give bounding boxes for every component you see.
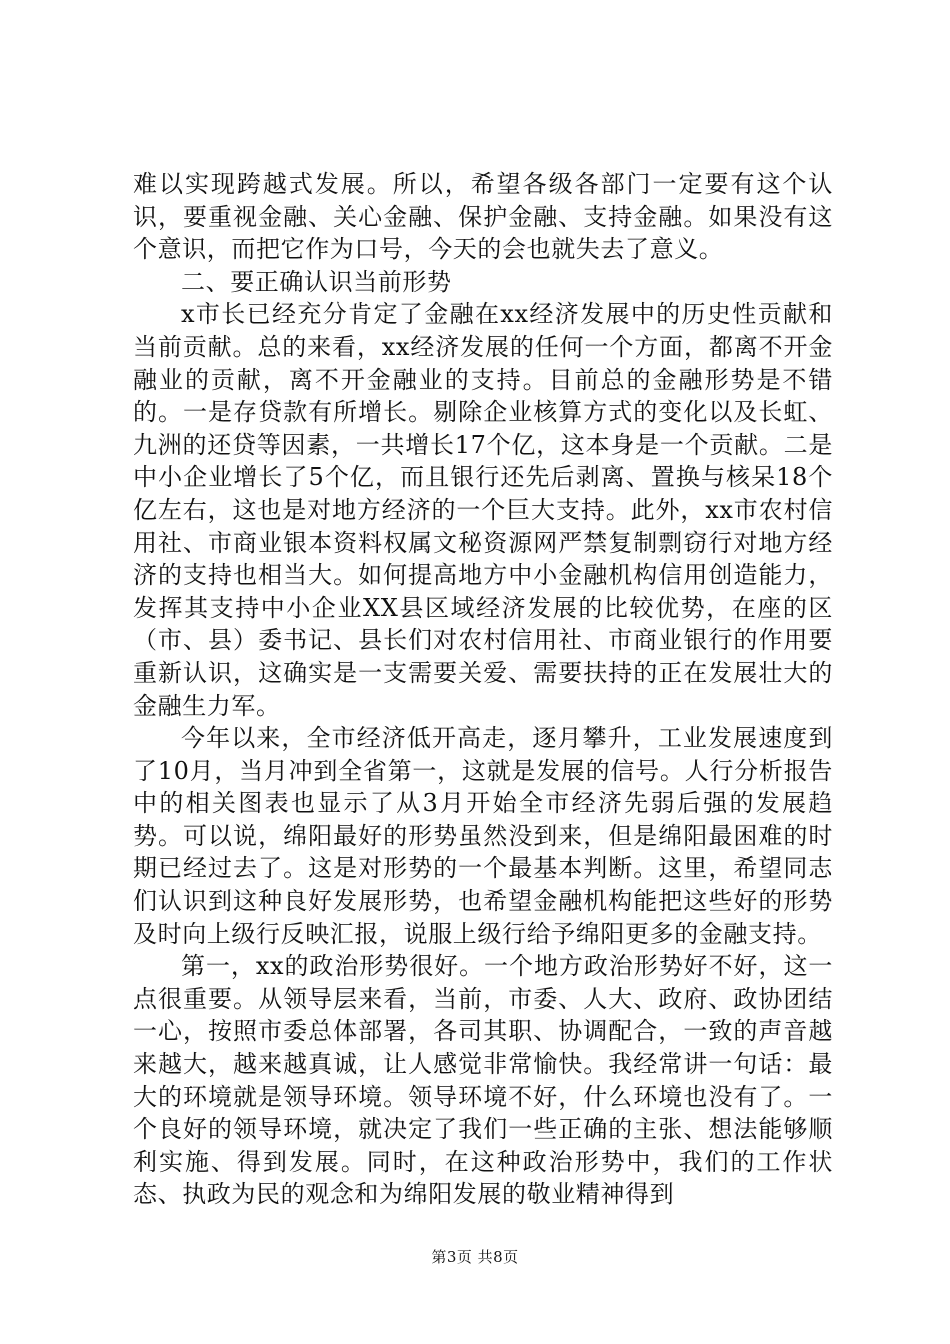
paragraph-continuation: 难以实现跨越式发展。所以，希望各级各部门一定要有这个认识，要重视金融、关心金融、保护金融、支持金融。如果没有这个意识，而把它作为口号，今天的会也就失去了意义。 xyxy=(133,170,833,264)
paragraph: x市长已经充分肯定了金融在xx经济发展中的历史性贡献和当前贡献。总的来看，xx经济发展的任何一个方面，都离不开金融业的贡献，离不开金融业的支持。目前总的金融形势是不错的。一是存贷款有所增长。剔除企业核算方式的变化以及长虹、九洲的还贷等因素，一共增长17个亿，这本身是一个贡献。二是中小企业增长了5个亿，而且银行还先后剥离、置换与核呆18个亿左右，这也是对地方经济的一个巨大支持。此外，xx市农村信用社、市商业银本资料权属文秘资源网严禁复制剽窃行对地方经济的支持也相当大。如何提高地方中小金融机构信用创造能力，发挥其支持中小企业XX县区域经济发展的比较优势，在座的区（市、县）委书记、县长们对农村信用社、市商业银行的作用要重新认识，这确实是一支需要关爱、需要扶持的正在发展壮大的金融生力军。 xyxy=(133,300,833,720)
section-heading: 二、要正确认识当前形势 xyxy=(181,267,452,296)
document-body xyxy=(133,168,833,1211)
page-footer: 第3页 共8页 xyxy=(431,1248,519,1266)
paragraph: 第一，xx的政治形势很好。一个地方政治形势好不好，这一点很重要。从领导层来看，当前，市委、人大、政府、政协团结一心，按照市委总体部署，各司其职、协调配合，一致的声音越来越大，越来越真诚，让人感觉非常愉快。我经常讲一句话：最大的环境就是领导环境。领导环境不好，什么环境也没有了。一个良好的领导环境，就决定了我们一些正确的主张、想法能够顺利实施、得到发展。同时，在这种政治形势中，我们的工作状态、执政为民的观念和为绵阳发展的敬业精神得到 xyxy=(133,952,833,1209)
paragraph: 今年以来，全市经济低开高走，逐月攀升，工业发展速度到了10月，当月冲到全省第一，这就是发展的信号。人行分析报告中的相关图表也显示了从3月开始全市经济先弱后强的发展趋势。可以说，绵阳最好的形势虽然没到来，但是绵阳最困难的时期已经过去了。这是对形势的一个最基本判断。这里，希望同志们认识到这种良好发展形势，也希望金融机构能把这些好的形势及时向上级行反映汇报，说服上级行给予绵阳更多的金融支持。 xyxy=(133,724,833,948)
